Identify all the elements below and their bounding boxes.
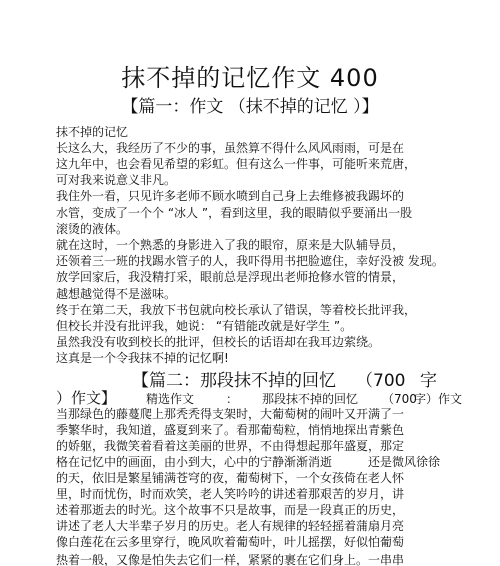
paragraph-line: 可对我来说意义非凡。 [56,173,177,187]
document-title: 抹不掉的记忆作文 400 [121,64,379,92]
section2-heading-number: （700 [356,371,406,391]
paragraph-line: 滚烫的液体。 [56,222,129,236]
paragraph-line: 长这么大，我经历了不少的事，虽然算不得什么风风雨雨，可是在 [56,141,405,155]
paragraph-line: 虽然我没有收到校长的批评，但校长的话语却在我耳边萦绕。 [56,335,381,349]
paragraph-line: 的娇躯，我微笑着看着这美丽的世界，不由得想起那年盛夏，那定 [56,439,405,453]
paragraph-line: 像白莲花在云多里穿行，晚风吹着葡萄叶，叶儿摇摆，好似怕葡萄 [56,535,405,549]
paragraph-line: 水管，变成了一个个 “冰人 ”，看到这里，我的眼睛似乎要涌出一股 [56,206,413,220]
paragraph-line: 当那绿色的藤蔓爬上那秃秃得支架时，大葡萄树的闹叶又开满了一 [56,407,405,421]
paragraph-line: 热着一般，又像是怕失去它们一样，紧紧的裹在它们身上。一串串 [56,553,405,566]
section2-heading-unit: 字 [420,371,437,391]
paragraph-line: 抹不掉的记忆 [56,125,129,139]
paragraph-line: 讲述了老人大半辈子岁月的历史。老人有规律的轻轻摇着蒲扇月亮 [56,519,405,533]
section2-meta-colon: ： [226,392,239,406]
paragraph-line: 越想越觉得不是滋味。 [56,287,177,301]
section2-heading-tail: ）作文】 [56,389,117,407]
paragraph-line: 我住外一看，只见许多老师不顾水喷到自己身上去维修被我踢坏的 [56,189,405,203]
paragraph-line: 终于在第二天，我放下书包就向校长承认了错误，等着校长批评我， [56,303,417,317]
paragraph-line: 这九年中，也会看见希望的彩虹。但有这么一件事，可能听来荒唐， [56,157,417,171]
paragraph-line: 的天，依旧是繁星铺满苍穹的夜，葡萄树下，一个女孩倚在老人怀 [56,471,405,485]
section2-meta-title: 那段抹不掉的回忆 [262,392,359,406]
paragraph-line: 放学回家后，我没精打采，眼前总是浮现出老师抢修水管的情景， [56,270,405,284]
paragraph-line: 还领着三一班的找踢水管子的人，我吓得用书把脸遮住，幸好没被 发现。 [56,254,444,268]
paragraph-line: 就在这时，一个熟悉的身影进入了我的眼帘，原来是大队辅导员， [56,238,405,252]
section2-meta-category: 精选作文 [146,392,195,406]
section2-meta-number: （700 [382,392,417,406]
paragraph-line: 但校长并没有批评我，她说： “有错能改就是好学生 ”。 [56,319,353,333]
paragraph-line: 述着那逝去的时光。这个故事不只是故事，而是一段真正的历史， [56,503,405,517]
paragraph-line: 季繁华时，我知道，盛夏到来了。看那葡萄粒，悄悄地探出青紫色 [56,423,405,437]
paragraph-line: 里，时而忧伤，时而欢笑，老人笑吟吟的讲述着那艰苦的岁月，讲 [56,487,405,501]
paragraph-line: 格在记忆中的画面，由小到大，心中的宁静渐渐消逝 [56,455,333,469]
paragraph-line: 这真是一个令我抹不掉的记忆啊! [56,351,229,365]
section2-heading-text: 【篇二：那段抹不掉的回忆 [132,371,336,391]
section1-heading: 【篇一：作文 （抹不掉的记忆 ）】 [121,97,379,117]
section2-meta-unit: 字）作文 [414,392,463,406]
paragraph-line-fragment: 还是微风徐徐 [368,455,441,469]
